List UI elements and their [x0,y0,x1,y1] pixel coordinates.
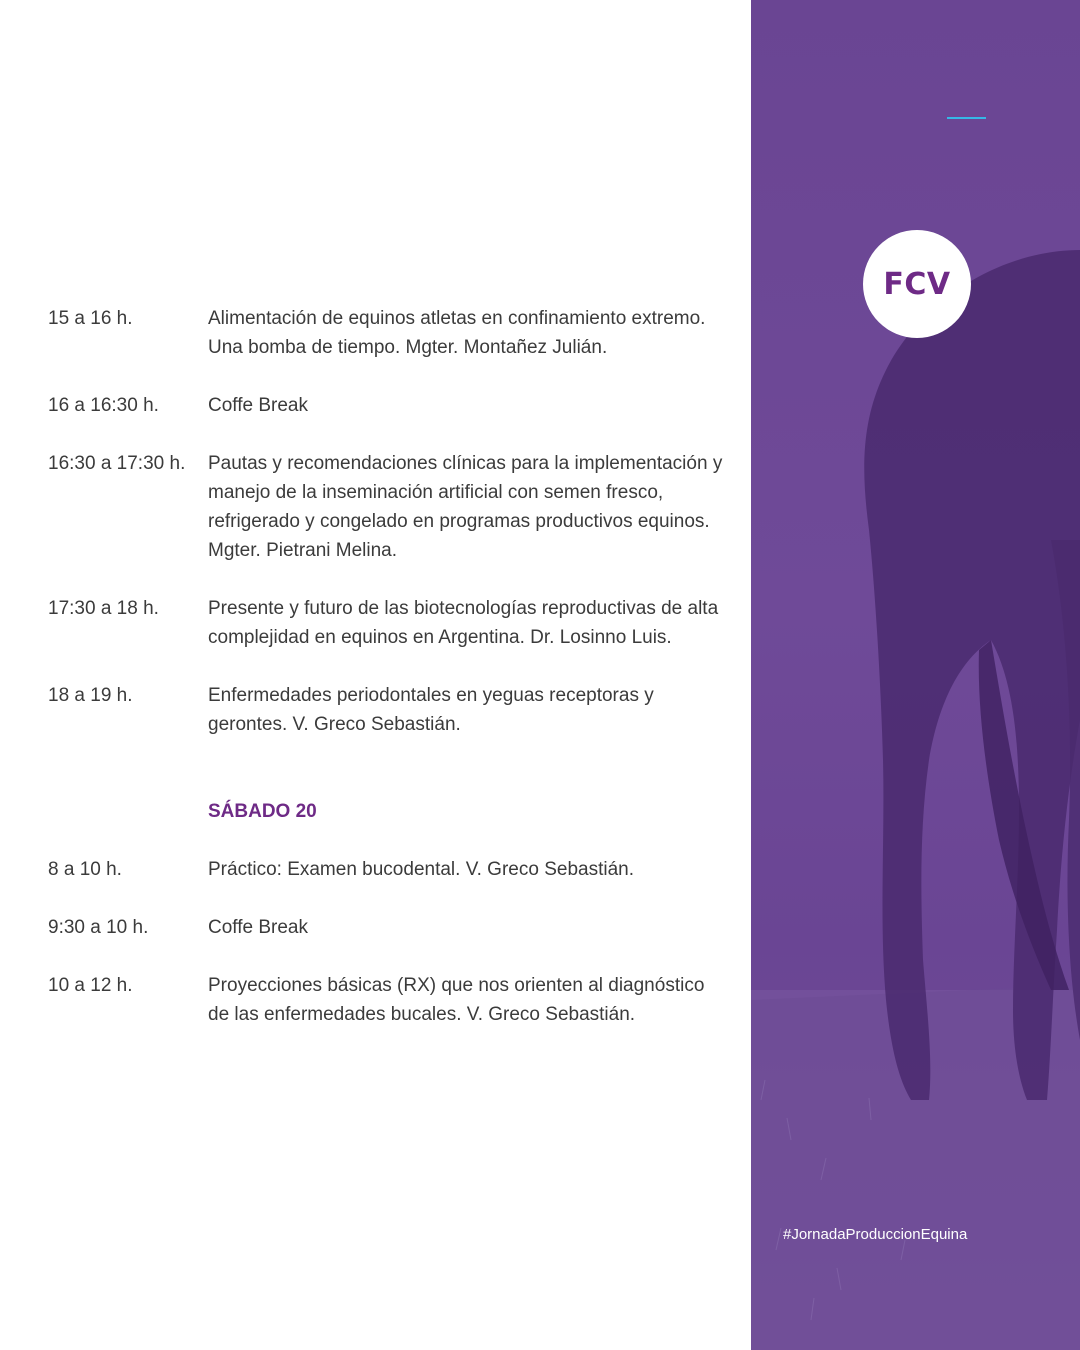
schedule-time: 8 a 10 h. [48,859,122,880]
schedule-description: Coffe Break [208,917,308,938]
schedule-time: 15 a 16 h. [48,308,133,329]
accent-line [947,117,986,119]
day-heading: SÁBADO 20 [208,801,317,822]
schedule-time: 9:30 a 10 h. [48,917,149,938]
hashtag: #JornadaProduccionEquina [783,1226,968,1243]
schedule-time: 18 a 19 h. [48,685,133,706]
logo-text: FCV [883,266,951,302]
schedule-time: 17:30 a 18 h. [48,598,159,619]
schedule-description: Alimentación de equinos atletas en confinamiento extremo. Una bomba de tiempo. Mgter. Montañez Julián. [208,308,706,358]
schedule-time: 16 a 16:30 h. [48,395,159,416]
schedule-description: Enfermedades periodontales en yeguas receptoras y gerontes. V. Greco Sebastián. [208,685,654,735]
sidebar-photo-panel [751,0,1080,1350]
schedule-description: Proyecciones básicas (RX) que nos orienten al diagnóstico de las enfermedades bucales. V. Greco Sebastián. [208,975,705,1025]
schedule-time: 10 a 12 h. [48,975,133,996]
horse-silhouette-image [751,0,1080,1350]
schedule-description: Pautas y recomendaciones clínicas para la implementación y manejo de la inseminación artificial con semen fresco, refrigerado y congelado en programas productivos equinos. Mgter. Pietrani Melina. [208,453,723,561]
fcv-logo [863,230,971,338]
schedule-time: 16:30 a 17:30 h. [48,453,186,474]
schedule-description: Presente y futuro de las biotecnologías reproductivas de alta complejidad en equinos en Argentina. Dr. Losinno Luis. [208,598,719,648]
schedule-description: Práctico: Examen bucodental. V. Greco Sebastián. [208,859,634,880]
schedule-description: Coffe Break [208,395,308,416]
